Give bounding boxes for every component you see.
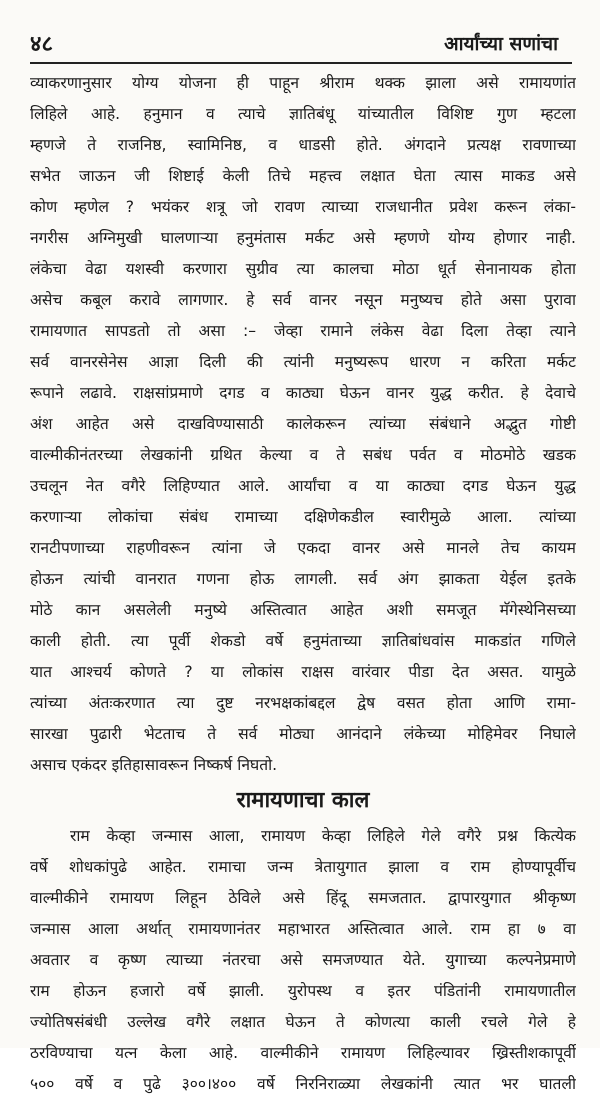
text-line: रामायणात सापडतो तो असा :– जेव्हा रामाने लंकेस वेढा दिला तेव्हा त्याने (30, 322, 576, 340)
text-line: वाल्मीकीनंतरच्या लेखकांनी ग्रथित केल्या व ते सबंध पर्वत व मोठमोठे खडक (30, 446, 576, 464)
text-line: करणाऱ्या लोकांचा संबंध रामाच्या दक्षिणेकडील स्वारीमुळे आला. त्यांच्या (30, 508, 576, 526)
body-text (30, 68, 576, 1100)
text-line: वाल्मीकीने रामायण लिहून ठेविले असे हिंदू समजतात. द्वापारयुगात श्रीकृष्ण (30, 889, 576, 907)
text-line: ठरविण्याचा यत्न केला आहे. वाल्मीकीने रामायण लिहिल्यावर ख्रिस्तीशकापूर्वी (30, 1044, 576, 1062)
text-line: असेच कबूल करावे लागणार. हे सर्व वानर नसून मनुष्यच होते असा पुरावा (30, 291, 576, 309)
text-line: रूपाने लढावे. राक्षसांप्रमाणे दगड व काठ्या घेऊन वानर युद्ध करीत. हे देवाचे (30, 384, 576, 402)
text-line: ज्योतिषसंबंधी उल्लेख वगैरे लक्षात घेऊन ते कोणत्या काली रचले गेले हे (30, 1013, 576, 1031)
text-line: सर्व वानरसेनेस आज्ञा दिली की त्यांनी मनुष्यरूप धारण न करिता मर्कट (30, 353, 576, 371)
text-line: लंकेचा वेढा यशस्वी करणारा सुग्रीव त्या कालचा मोठा धूर्त सेनानायक होता (30, 260, 576, 278)
text-line: रानटीपणाच्या राहणीवरून त्यांना जे एकदा वानर असे मानले तेच कायम (30, 539, 576, 557)
text-line: मोठे कान असलेली मनुष्ये अस्तित्वात आहेत अशी समजूत मॅगेस्थेनिसच्या (30, 601, 576, 619)
text-line: राम होऊन हजारो वर्षे झाली. युरोपस्थ व इतर पंडितांनी रामायणातील (30, 982, 576, 1000)
text-line: ५०० वर्षे व पुढे ३००।४०० वर्षे निरनिराळ्या लेखकांनी त्यात भर घातली (30, 1075, 576, 1093)
text-line: काली होती. त्या पूर्वी शेकडो वर्षे हनुमंताच्या ज्ञातिबांधवांस माकडांत गणिले (30, 632, 576, 650)
paragraph-1 (30, 68, 576, 781)
text-line: अंश आहेत असे दाखविण्यासाठी कालेकरून त्यांच्या संबंधाने अद्भुत गोष्टी (30, 415, 576, 433)
text-line: म्हणजे ते राजनिष्ठ, स्वामिनिष्ठ, व धाडसी होते. अंगदाने प्रत्यक्ष रावणाच्या (30, 136, 576, 154)
paragraph-2 (30, 821, 576, 1100)
text-line: नगरीस अग्निमुखी घालणाऱ्या हनुमंतास मर्कट असे म्हणणे योग्य होणार नाही. (30, 229, 576, 247)
page-number: ४८ (30, 32, 53, 57)
running-title: आर्यांच्या सणांचा (444, 33, 558, 55)
text-line: त्यांच्या अंतःकरणात त्या दुष्ट नरभक्षकांबद्दल द्वेष वसत होता आणि रामा- (30, 694, 576, 712)
text-line: राम केव्हा जन्मास आला, रामायण केव्हा लिहिले गेले वगैरे प्रश्न कित्येक (70, 827, 576, 845)
text-line: कोण म्हणेल ? भयंकर शत्रू जो रावण त्याच्या राजधानीत प्रवेश करून लंका- (30, 198, 576, 216)
text-line: जन्मास आला अर्थात् रामायणानंतर महाभारत अस्तित्वात आले. राम हा ७ वा (30, 920, 576, 938)
text-line: वर्षे शोधकांपुढे आहेत. रामाचा जन्म त्रेतायुगात झाला व राम होण्यापूर्वीच (30, 858, 576, 876)
text-line: व्याकरणानुसार योग्य योजना ही पाहून श्रीराम थक्क झाला असे रामायणांत (30, 74, 576, 92)
text-line: सभेत जाऊन जी शिष्टाई केली तिचे महत्त्व लक्षात घेता त्यास माकड असे (30, 167, 576, 185)
text-line: यात आश्चर्य कोणते ? या लोकांस राक्षस वारंवार पीडा देत असत. यामुळे (30, 663, 576, 681)
text-line: होऊन त्यांची वानरात गणना होऊ लागली. सर्व अंग झाकता येईल इतके (30, 570, 576, 588)
section-heading: रामायणाचा काल (236, 788, 370, 813)
text-line: सारखा पुढारी भेटताच ते सर्व मोठ्या आनंदाने लंकेच्या मोहिमेवर निघाले (30, 725, 576, 743)
text-line: उचलून नेत वगैरे लिहिण्यात आले. आर्यांचा व या काठ्या दगड घेऊन युद्ध (30, 477, 576, 495)
text-line: लिहिले आहे. हनुमान व त्याचे ज्ञातिबंधू यांच्यातील विशिष्ट गुण म्हटला (30, 105, 576, 123)
text-line: अवतार व कृष्ण त्याच्या नंतरचा असे समजण्यात येते. युगाच्या कल्पनेप्रमाणे (30, 951, 576, 969)
page-header (30, 26, 572, 64)
text-line: असाच एकंदर इतिहासावरून निष्कर्ष निघतो. (30, 756, 278, 774)
